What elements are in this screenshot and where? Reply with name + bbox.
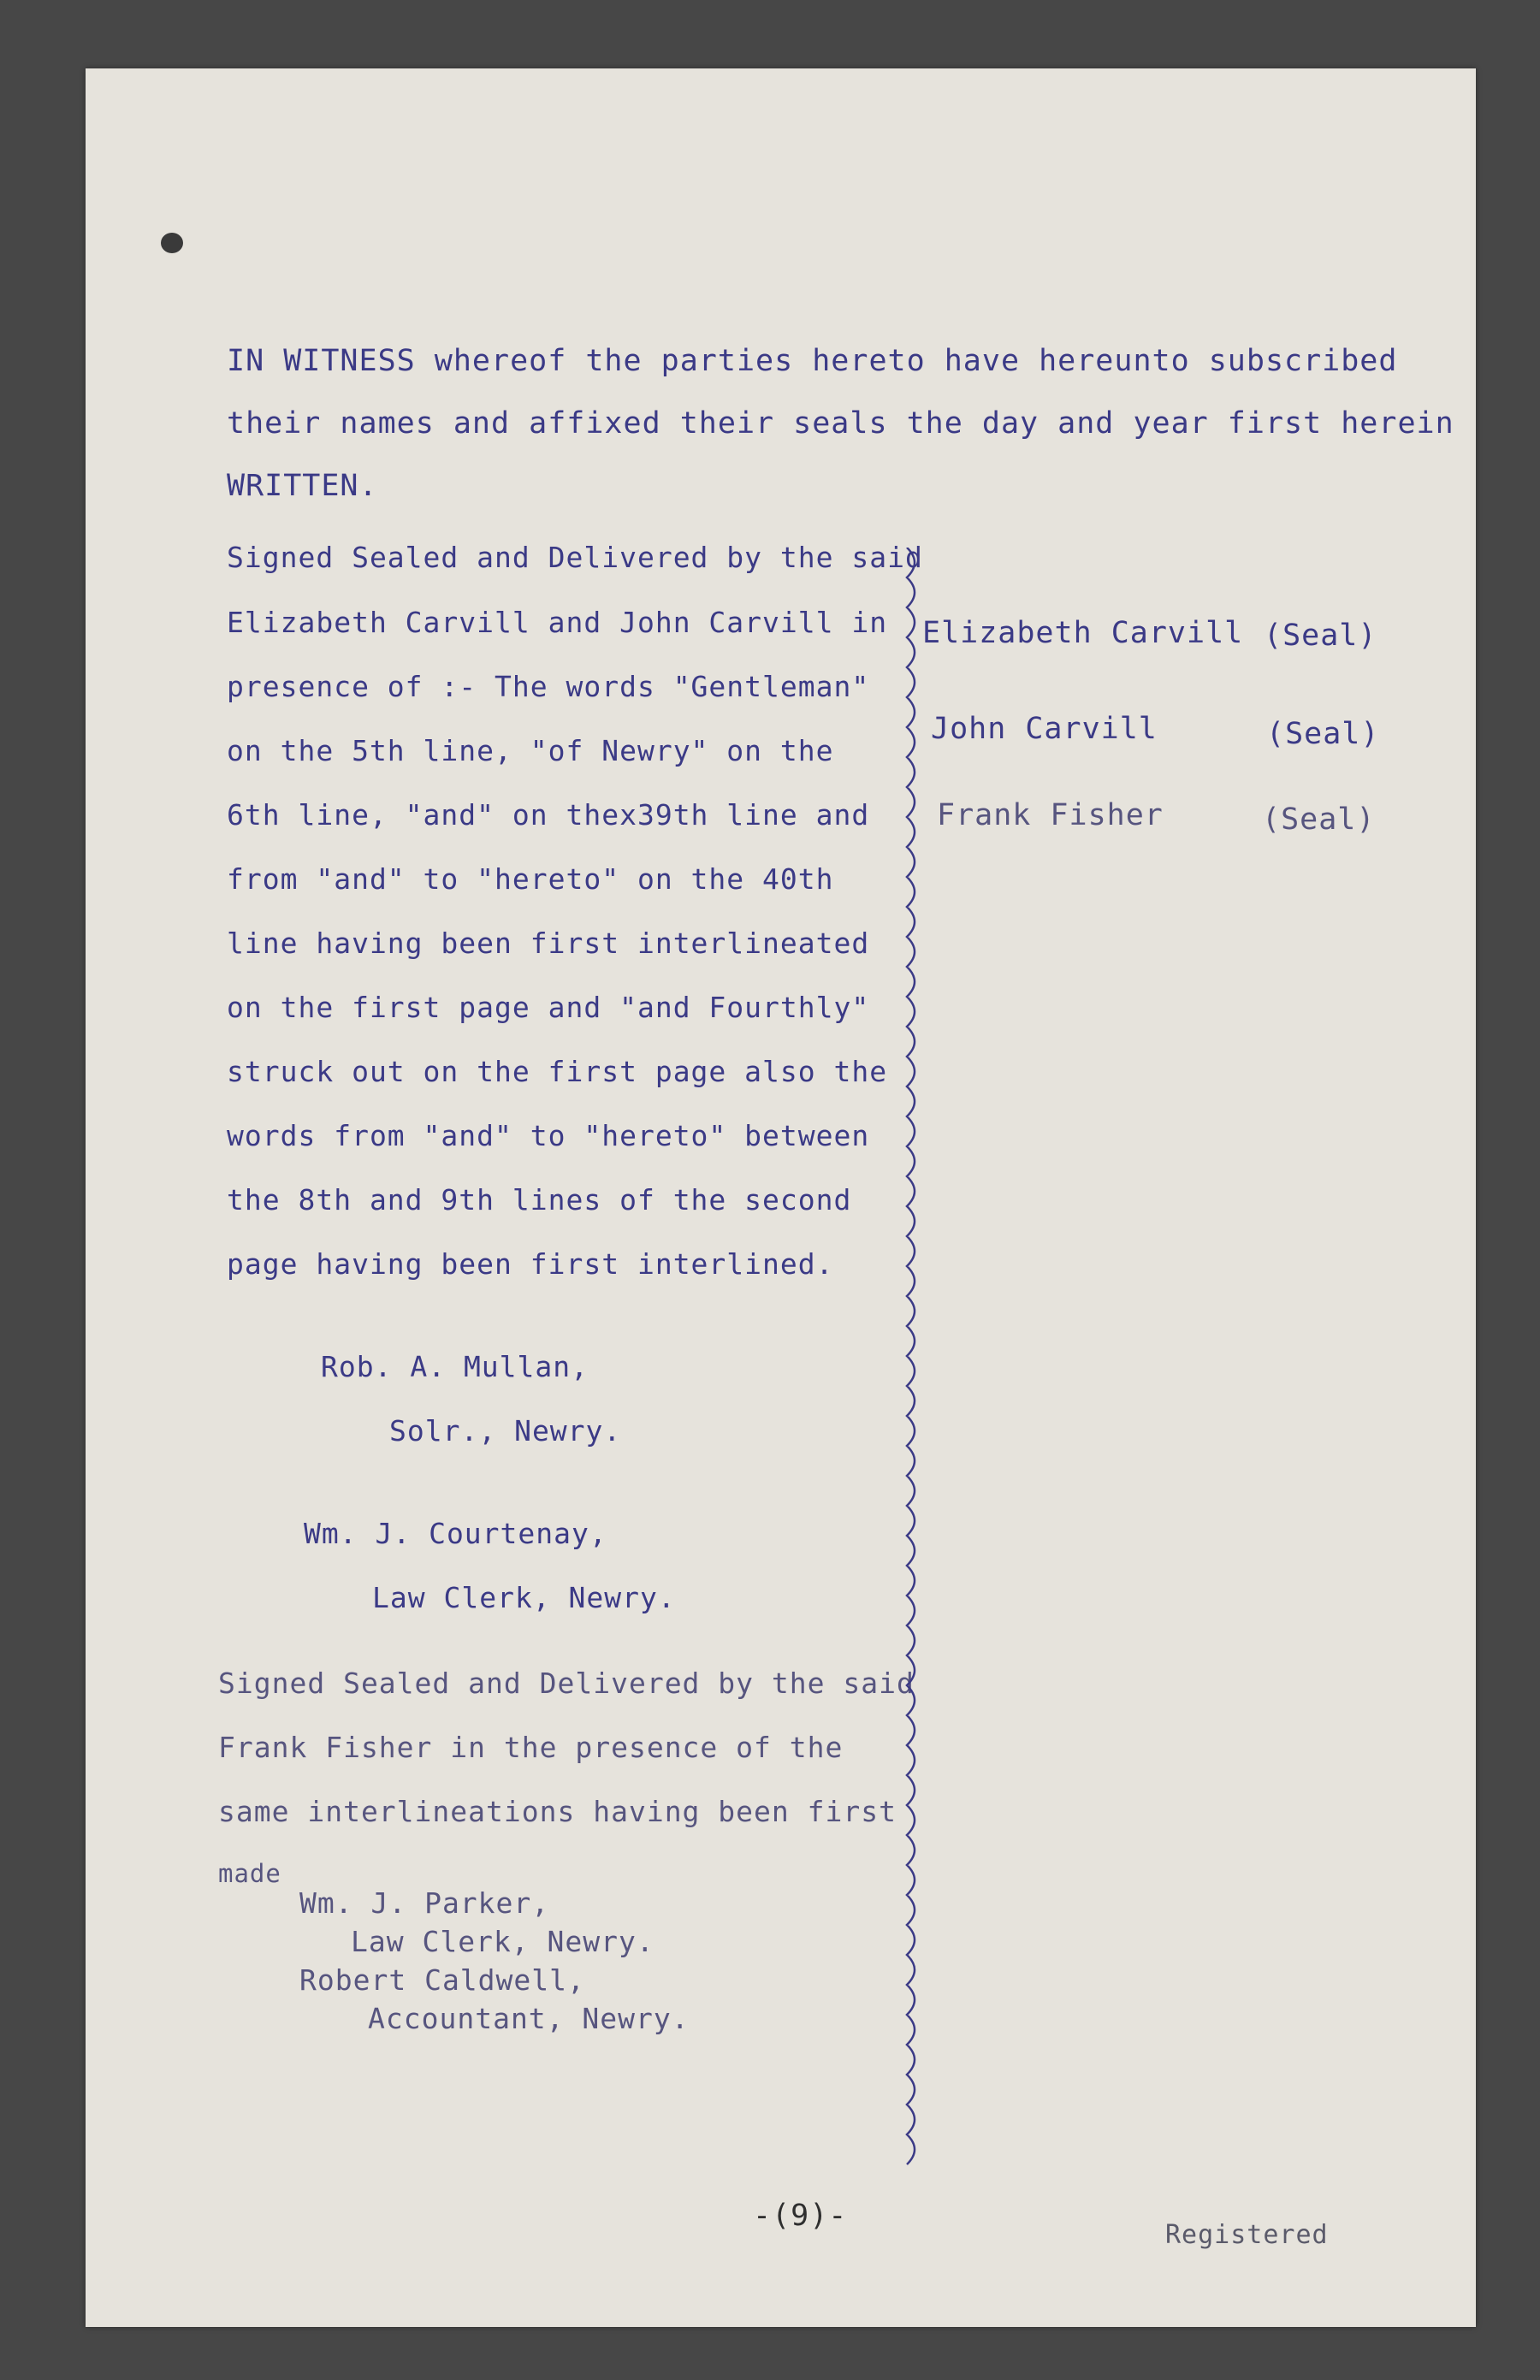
page-number: -(9)- <box>753 2199 848 2233</box>
punch-hole <box>161 233 183 253</box>
witness-2-name: Wm. J. Courtenay, <box>304 1517 607 1550</box>
signatory-2-seal: (Seal) <box>1266 717 1380 751</box>
attestation-1-line-2: Elizabeth Carvill and John Carvill in <box>227 606 888 639</box>
attestation-1-line-9: struck out on the first page also the <box>227 1055 888 1088</box>
witness-clause-line-1: IN WITNESS whereof the parties hereto have hereunto subscribed <box>227 344 1398 378</box>
witness-3-title: Law Clerk, Newry. <box>351 1925 654 1958</box>
signatory-2-name: John Carvill <box>931 712 1158 746</box>
registered-stamp: Registered <box>1165 2220 1329 2250</box>
attestation-1-line-6: from "and" to "hereto" on the 40th <box>227 862 834 896</box>
witness-4-title: Accountant, Newry. <box>368 2002 690 2035</box>
attestation-1-line-12: page having been first interlined. <box>227 1247 834 1281</box>
witness-4-name: Robert Caldwell, <box>299 1963 585 1997</box>
attestation-1-line-4: on the 5th line, "of Newry" on the <box>227 734 834 767</box>
attestation-2-line-3: same interlineations having been first <box>218 1795 897 1828</box>
witness-3-name: Wm. J. Parker, <box>299 1886 550 1920</box>
signatory-3-name: Frank Fisher <box>937 798 1164 832</box>
witness-1-title: Solr., Newry. <box>389 1414 622 1448</box>
document-page <box>86 68 1476 2327</box>
attestation-1-line-8: on the first page and "and Fourthly" <box>227 991 870 1024</box>
witness-1-name: Rob. A. Mullan, <box>321 1350 589 1383</box>
attestation-1-line-3: presence of :- The words "Gentleman" <box>227 670 870 703</box>
attestation-1-line-10: words from "and" to "hereto" between <box>227 1119 870 1152</box>
attestation-2-line-1: Signed Sealed and Delivered by the said <box>218 1667 915 1700</box>
attestation-1-line-7: line having been first interlineated <box>227 927 870 960</box>
attestation-1-line-11: the 8th and 9th lines of the second <box>227 1183 852 1217</box>
attestation-1-line-1: Signed Sealed and Delivered by the said <box>227 541 923 574</box>
witness-clause-line-2: their names and affixed their seals the day and year first herein <box>227 406 1454 441</box>
attestation-2-line-2: Frank Fisher in the presence of the <box>218 1731 844 1764</box>
signatory-1-seal: (Seal) <box>1264 619 1377 653</box>
signatory-3-seal: (Seal) <box>1262 802 1376 837</box>
attestation-2-line-4: made <box>218 1859 281 1888</box>
witness-2-title: Law Clerk, Newry. <box>372 1581 676 1614</box>
signatory-1-name: Elizabeth Carvill <box>922 616 1244 650</box>
attestation-1-line-5: 6th line, "and" on thex39th line and <box>227 798 870 832</box>
signature-bracket <box>898 548 933 2173</box>
witness-clause-line-3: WRITTEN. <box>227 469 378 503</box>
